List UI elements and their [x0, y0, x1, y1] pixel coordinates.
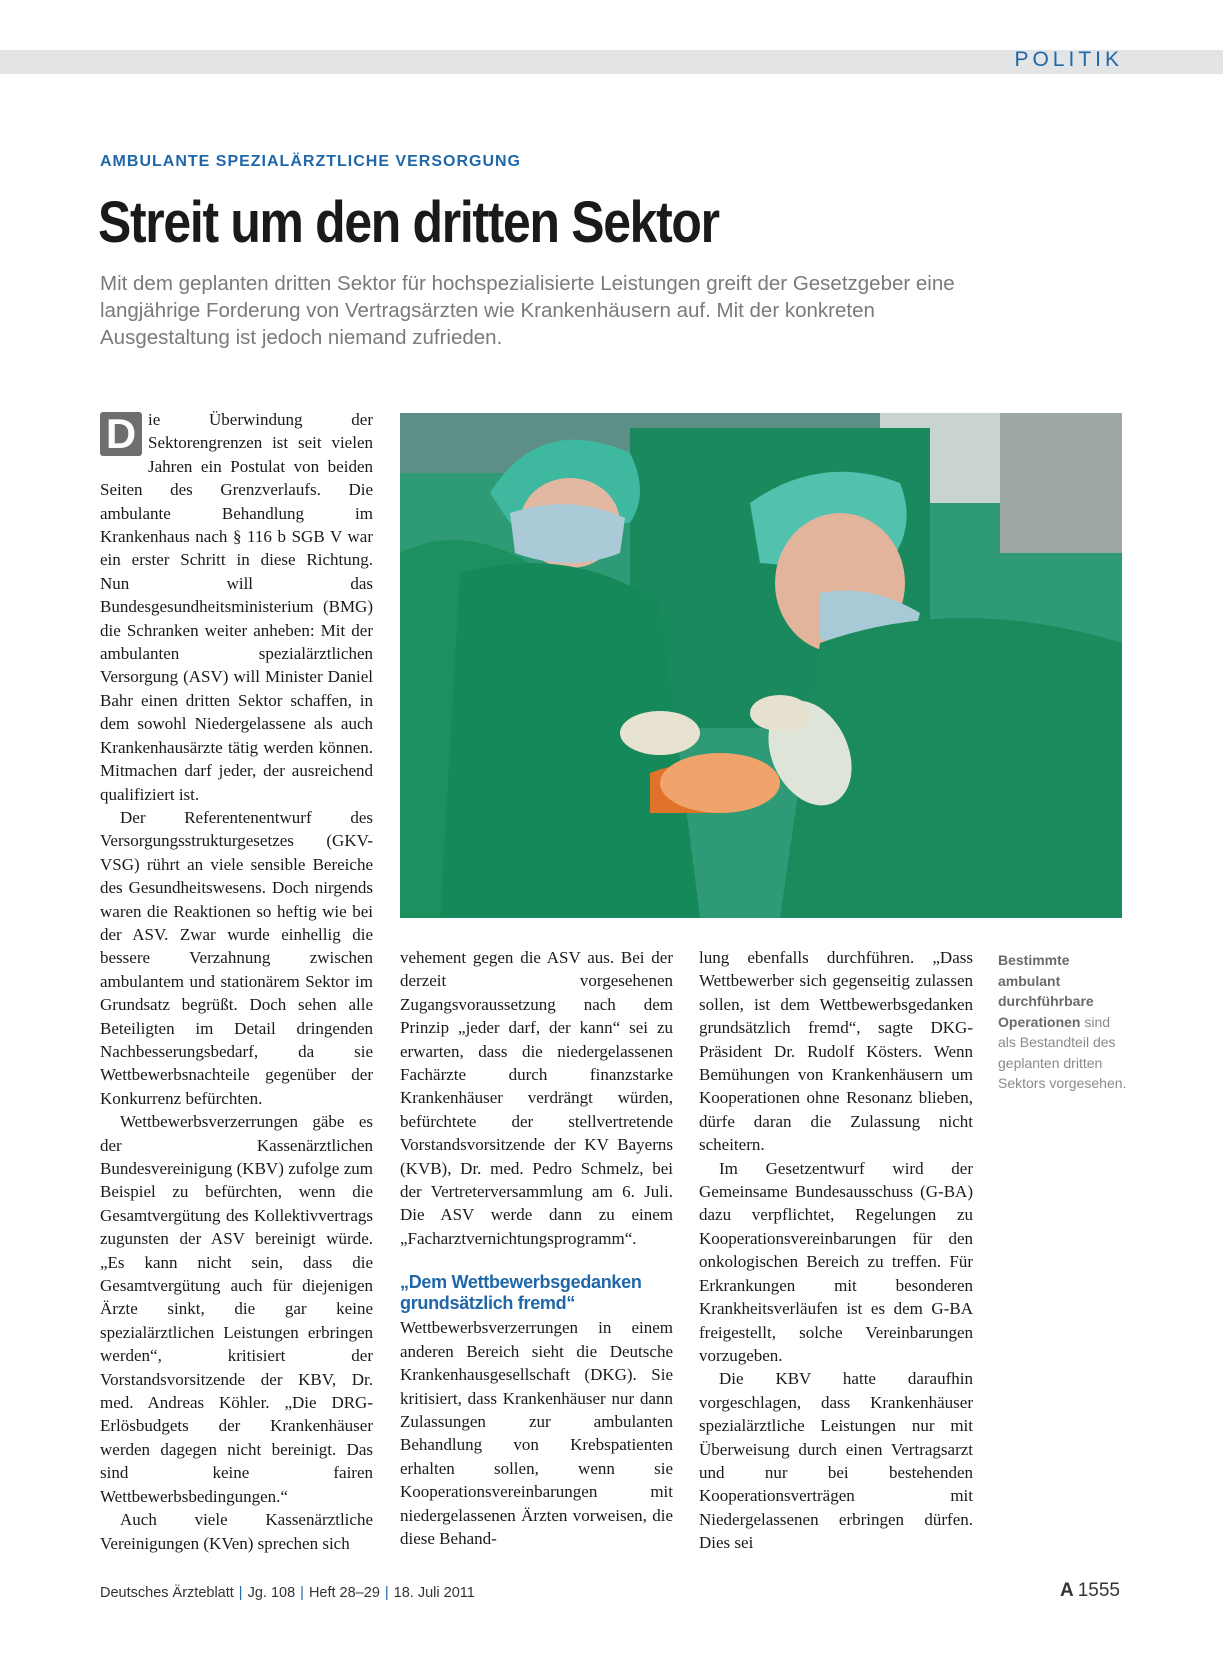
paragraph: lung ebenfalls durchführen. „Dass Wettbewerber sich gegenseitig zulassen sollen, ist dem Wettbewerbsgedanken grundsätzlich fremd“, sagte DKG-Präsident Dr. Rudolf Kösters. Wenn Bemühungen von Krankenhäusern um Kooperationen ohne Resonanz blieben, dürfe daran die Zulassung nicht scheitern. [699, 948, 973, 1155]
page-number [1060, 1580, 1120, 1602]
separator: | [384, 1585, 389, 1601]
caption-text: sind als Bestandteil des geplanten dritten Sektors vorgesehen. [998, 1013, 1127, 1091]
paragraph: Wettbewerbsverzerrungen in einem anderen Bereich sieht die Deutsche Krankenhausgesellschaft (DKG). Sie kritisiert, dass Krankenhäuser nur dann Zulassungen zur ambulanten Behandlung von Krebspatienten erhalten sollen, wenn sie Kooperationsvereinbarungen mit niedergelassenen Ärzten vorweisen, die diese Behand- [400, 1318, 673, 1548]
text-column-2 [400, 946, 673, 1550]
article-teaser: Mit dem geplanten dritten Sektor für hochspezialisierte Leistungen greift der Gesetzgeber eine langjährige Forderung von Vertragsärzten wie Krankenhäusern auf. Mit der konkreten Ausgestaltung ist jedoch niemand zufrieden. [100, 272, 955, 349]
separator: | [238, 1585, 243, 1601]
paragraph: vehement gegen die ASV aus. Bei der derzeit vorgesehenen Zugangsvoraussetzung nach dem Prinzip „jeder darf, der kann“ sei zu erwarten, dass die niedergelassenen Fachärzte durch finanzstarke Krankenhäuser verdrängt würden, befürchtete der stellvertretende Vorstandsvorsitzende der KV Bayerns (KVB), Dr. med. Pedro Schmelz, bei der Vertreterversammlung am 6. Juli. Die ASV werde dann zu einem „Facharztvernichtungsprogramm“. [400, 948, 673, 1248]
separator: | [300, 1585, 304, 1601]
footer-citation [100, 1585, 475, 1601]
caption-bold: Bestimmte ambulant durchführbare Operationen [998, 952, 1094, 1030]
surgery-photo [400, 413, 1122, 918]
journal-name: Deutsches Ärzteblatt [100, 1585, 234, 1601]
surgery-illustration [400, 413, 1122, 918]
drop-cap: D [100, 412, 142, 456]
text-column-3 [699, 946, 973, 1555]
paragraph: Im Gesetzentwurf wird der Gemeinsame Bundesausschuss (G-BA) dazu verpflichtet, Regelungen zu Kooperationsvereinbarungen für den onkologischen Bereich zu treffen. Für Erkrankungen mit besonderen Krankheitsverläufen ist es dem G-BA freigestellt, solche Vereinbarungen vorzugeben. [699, 1158, 973, 1365]
paragraph: Der Referentenentwurf des Versorgungsstrukturgesetzes (GKV-VSG) rührt an viele sensible Bereiche des Gesundheitswesens. Doch nirgends waren die Reaktionen so heftig wie bei der ASV. Zwar wurde einhellig die bessere Verzahnung zwischen ambulantem und stationärem Sektor im Grundsatz begrüßt. Doch sehen alle Beteiligten im Detail dringenden Nachbesserungsbedarf, da sie Wettbewerbsnachteile gegenüber der Konkurrenz befürchten. [100, 807, 373, 1108]
photo-caption [998, 950, 1128, 1094]
text-column-1 [100, 408, 373, 1555]
paragraph: Auch viele Kassenärztliche Vereinigungen (KVen) sprechen sich [100, 1510, 373, 1553]
page-num: 1555 [1077, 1580, 1120, 1601]
article-kicker: AMBULANTE SPEZIALÄRZTLICHE VERSORGUNG [100, 153, 521, 170]
volume: Jg. 108 [247, 1585, 296, 1601]
paragraph: D ie Überwindung der Sektorengrenzen ist seit vielen Jahren ein Postulat von beiden Seiten des Grenzverlaufs. Die ambulante Behandlung im Krankenhaus nach § 116 b SGB V war ein erster Schritt in diese Richtung. Nun will das Bundesgesundheitsministerium (BMG) die Schranken weiter anheben: Mit der ambulanten spezialärztlichen Versorgung (ASV) will Minister Daniel Bahr einen dritten Sektor schaffen, in dem sowohl Niedergelassene als auch Krankenhausärzte tätig werden können. Mitmachen darf jeder, der ausreichend qualifiziert ist. [100, 410, 373, 804]
article-title: Streit um den dritten Sektor [98, 190, 719, 255]
paragraph: Wettbewerbsverzerrungen gäbe es der Kassenärztlichen Bundesvereinigung (KBV) zufolge zum Beispiel zu befürchten, wenn die Gesamtvergütung des Kollektivvertrags zugunsten der ASV bereinigt würde. „Es kann nicht sein, dass die Gesamtvergütung auch für diejenigen Ärzte sinkt, die gar keine spezialärztlichen Leistungen erbringen werden“, kritisiert der Vorstandsvorsitzende der KBV, Dr. med. Andreas Köhler. „Die DRG-Erlösbudgets der Krankenhäuser werden dagegen nicht bereinigt. Das sind keine fairen Wettbewerbsbedingungen.“ [100, 1112, 373, 1506]
paragraph: Die KBV hatte daraufhin vorgeschlagen, dass Krankenhäuser spezialärztliche Leistungen nur mit Überweisung durch einen Vertragsarzt und nur bei bestehenden Kooperationsverträgen mit Niedergelassenen erbringen dürfen. Dies sei [699, 1369, 973, 1553]
article-subhead: „Dem Wettbewerbsgedanken grundsätzlich fremd“ [400, 1272, 642, 1314]
page-prefix: A [1059, 1580, 1074, 1601]
issue-date: 18. Juli 2011 [393, 1585, 475, 1601]
section-label: POLITIK [1014, 48, 1123, 71]
issue: Heft 28–29 [308, 1585, 380, 1601]
